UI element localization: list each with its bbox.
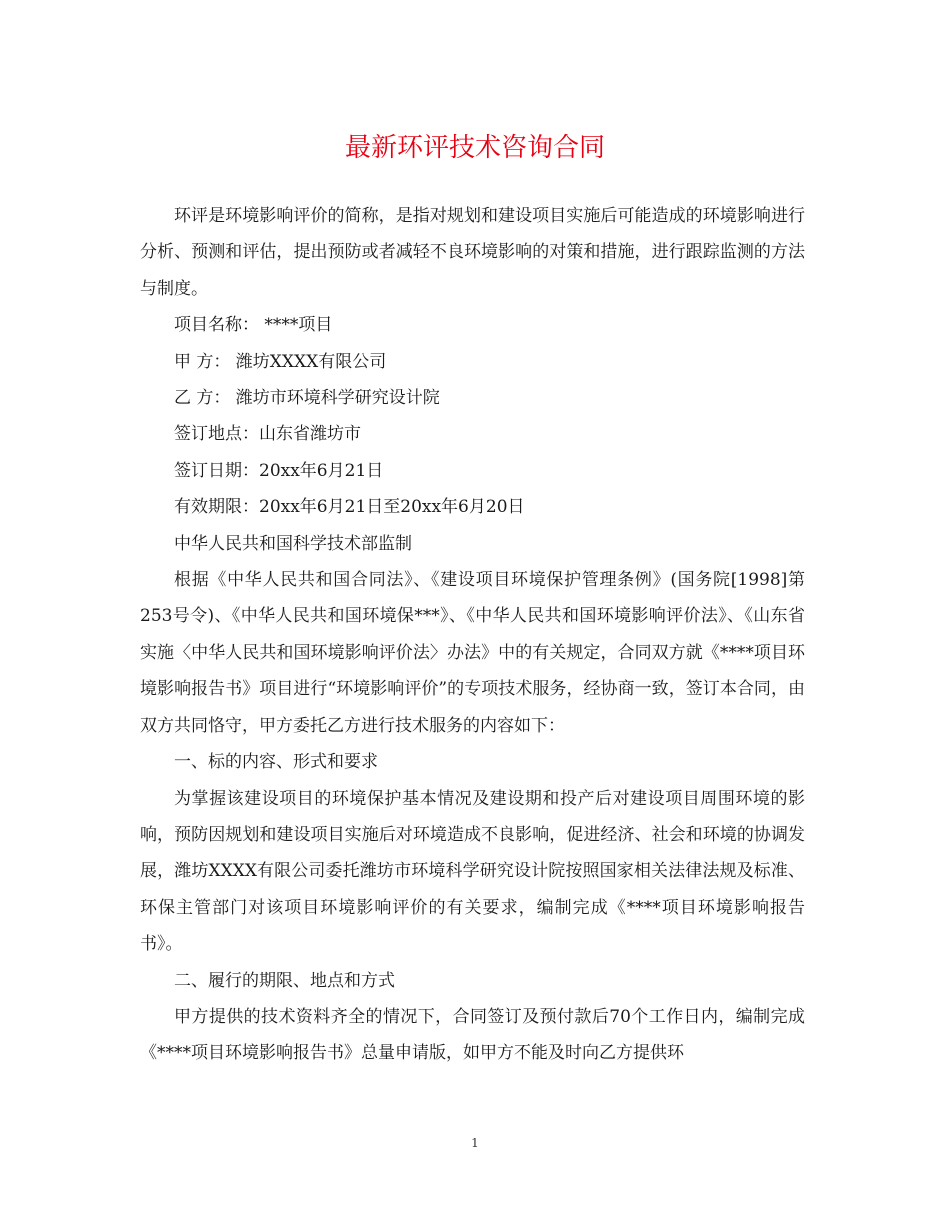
sign-place-field: 签订地点：山东省潍坊市	[174, 424, 361, 445]
party-a-field: 甲 方： 潍坊XXXX有限公司	[174, 351, 387, 372]
section-2-heading: 二、履行的期限、地点和方式	[174, 970, 395, 991]
page-number: 1	[471, 1136, 479, 1150]
document-body	[140, 198, 805, 1072]
section-2-paragraph: 甲方提供的技术资料齐全的情况下，合同签订及预付款后70个工作日内，编制完成《****项目环境影响报告书》总量申请版，如甲方不能及时向乙方提供环	[140, 1006, 805, 1064]
intro-paragraph: 环评是环境影响评价的简称，是指对规划和建设项目实施后可能造成的环境影响进行分析、预测和评估，提出预防或者减轻不良环境影响的对策和措施，进行跟踪监测的方法与制度。	[140, 206, 805, 299]
section-1-paragraph: 为掌握该建设项目的环境保护基本情况及建设期和投产后对建设项目周围环境的影响，预防因规划和建设项目实施后对环境造成不良影响，促进经济、社会和环境的协调发展，潍坊XXXX有限公司委托潍坊市环境科学研究设计院按照国家相关法律法规及标准、环保主管部门对该项目环境影响评价的有关要求，编制完成《****项目环境影响报告书》。	[140, 788, 805, 955]
section-1-heading: 一、标的内容、形式和要求	[174, 752, 378, 773]
party-b-field: 乙 方： 潍坊市环境科学研究设计院	[174, 388, 440, 409]
document-title: 最新环评技术咨询合同	[344, 133, 605, 163]
validity-field: 有效期限：20xx年6月21日至20xx年6月20日	[174, 497, 525, 518]
project-name-field: 项目名称： ****项目	[174, 315, 333, 336]
basis-paragraph: 根据《中华人民共和国合同法》、《建设项目环境保护管理条例》(国务院[1998]第253号令)、《中华人民共和国环境保***》、《中华人民共和国环境影响评价法》、《山东省实施〈中华人民共和国环境影响评价法〉办法》中的有关规定，合同双方就《****项目环境影响报告书》项目进行“环境影响评价”的专项技术服务，经协商一致，签订本合同，由双方共同恪守，甲方委托乙方进行技术服务的内容如下：	[140, 570, 805, 736]
sign-date-field: 签订日期：20xx年6月21日	[174, 460, 384, 481]
supervisor-line: 中华人民共和国科学技术部监制	[174, 533, 412, 554]
